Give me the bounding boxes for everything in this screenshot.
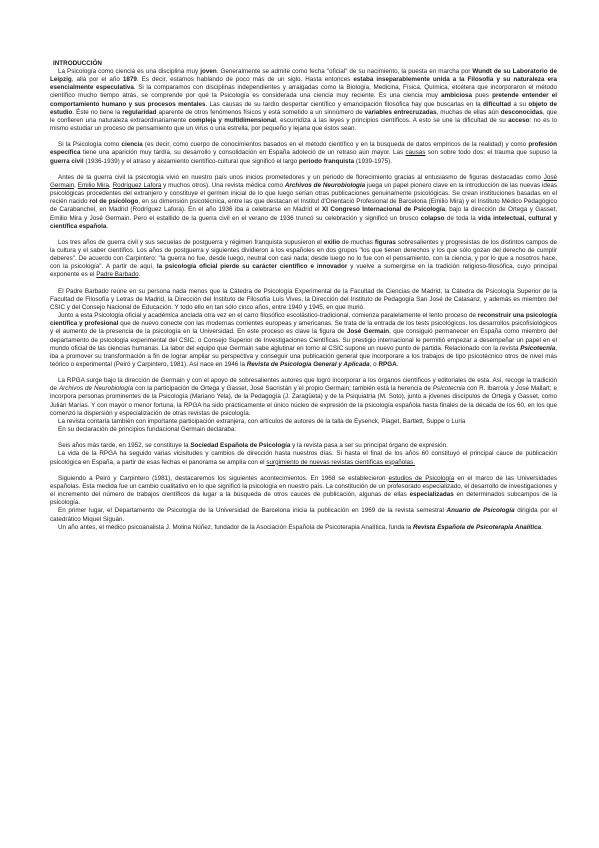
paragraph: Seis años más tarde, en 1952, se constituye la Sociedad Española de Psicología y la revista pasa a ser su principal órgano de expresión. xyxy=(58,442,448,450)
paragraph: Antes de la guerra civil la psicología vivió en nuestro país unos inicios prometedores y un periodo de florecimiento gracias al entusiasmo de figuras destacadas como José Germain, Emilio Mira, Rodríguez Lafora y muchos otros). Una revista médica como Archivos de Neurobiología juega un papel pionero clave en la introducción de las nuevas ideas psicológicas procedentes del extranjero y constituye el germen inicial de lo que luego serían otras publicaciones genuinamente psicológicas. Se crean instituciones basadas en el recién nacido rol de psicólogo, en su dimensión psicotécnica, entre las que destacan el Institut d'Orientació Profesional de Barcelona (Emilio Mira) y el Instituto Médico Pedagógico de Carabanchel, en Madrid (Rodríguez Lafora). En el año 1936 iba a celebrarse en Madrid el XI Congreso Internacional de Psicología, bajo la dirección de Ortega y Gasset, Emilio Mira y José Germain. Pero el estallido de la guerra civil en el verano de 1936 truncó su celebración y significó un brusco colapso de toda la vida intelectual, cultural y científica española. xyxy=(50,173,557,230)
paragraph-spacer xyxy=(50,369,557,377)
paragraph: La RPGA surge bajo la dirección de Germain y con el apoyo de sobresalientes autores que logró incorporar a los órganos científicos y editoriales de esta. Así, recoge la tradición de Archivos de Neurobiología con la participación de Ortega y Gasset, José Sacristán y el propio Germain; también está la herencia de Psicotecnia con R. Ibarrola y José Mallart; e incorpora personas prominentes de la Psicología (Mariano Yela), de la Pedagogía (J. Zaragüeta) y de la Psiquiatría (M. Soto), junto a jóvenes discípulos de Ortega y Gasset, como Julián Marías. Y con mayor o menor fortuna, la RPGA ha sido prácticamente el único núcleo de expresión de la psicología española hasta finales de la década de los 60, en los que comenzó la dispersión y especialización de otras revistas de psicología. xyxy=(50,377,557,417)
paragraph: En su declaración de principios fundacional Germain declaraba: xyxy=(58,426,237,434)
paragraph-spacer xyxy=(50,166,557,174)
paragraph: La Psicología como ciencia es una disciplina muy joven. Generalmente se admite como fecha "oficial" de su nacimiento, la puesta en marcha por Wundt de su Laboratorio de Leipzig, allá por el año 1879. Es decir, estamos hablando de poco más de un siglo. Hasta entonces estaba inseparablemente unida a la Filosofía y su naturaleza era esencialmente especulativa. Si la comparamos con disciplinas independientes y arraigadas como la Biología, Medicina, Física, Química, etcétera que incorporaron el método científico mucho tiempo atrás, se comprende por qué la Psicología es considerada una ciencia muy reciente. Es una ciencia muy ambiciosa pues pretende entender el comportamiento humano y sus procesos mentales. Las causas de su tardío despertar científico y emancipación filosófica hay que buscarlas en la dificultad a su objeto de estudio. Éste no tiene la regularidad aparente de otros fenómenos físicos y está sometido a un sinnúmero de variables entrecruzadas, muchas de ellas aún desconocidas, que le confieren una naturaleza extraordinariamente compleja y multidimensional, escurridiza a las leyes y principios científicos. A esto se une la dificultad de su acceso: no es lo mismo estudiar un proceso de pensamiento que un virus o una estrella, por pequeño y lejana que éstos sean. xyxy=(50,68,558,133)
paragraph-spacer xyxy=(50,467,557,475)
paragraph-spacer xyxy=(50,133,557,141)
paragraph: La revista contaría también con importante participación extranjera, con artículos de autores de la talla de Eysenck, Piaget, Bartlett, Suppe o Luria xyxy=(58,417,466,425)
paragraph: En primer lugar, el Departamento de Psicología de la Universidad de Barcelona inicia la publicación en 1969 de la revista semestral Anuario de Psicología dirigida por el catedrático Miquel Siguán. xyxy=(50,507,557,523)
document-body xyxy=(50,68,557,532)
paragraph-spacer xyxy=(50,231,557,239)
paragraph-spacer xyxy=(50,434,557,442)
paragraph-spacer xyxy=(50,280,557,288)
paragraph: La vida de la RPGA ha seguido varias vicisitudes y cambios de dirección hasta nuestros días. Si hasta el final de los años 60 constituyó el principal cauce de publicación psicológica en España, a partir de esas fechas el panorama se amplía con el surgimiento de nuevas revistas científicas españolas. xyxy=(50,450,557,466)
paragraph: Junto a esta Psicología oficial y académica anclada otra vez en el carro filosófico escolástico-tradicional, comienza paralelamente el lento proceso de reconstruir una psicología científica y profesional que de nuevo conecte con las modernas corrientes europeas y americanas. Se trata de la entrada de los tests psicológicos, los desarrollos psicofisiológicos y el aumento de la presencia de la psicología en la Universidad. En este proceso es clave la figura de José Germain, que consiguió permanecer en España como miembro del departamento de psicología experimental del CSIC, o Consejo Superior de Investigaciones Científicas. Su prestigio internacional le permitió empezar a desempeñar un papel en el mundo oficial de las ciencias humanas. La labor del equipo que Germain sabe aglutinar en torno al CSIC supone un nuevo punto de partida. Relacionado con la revista Psicotecnia, iba a promover su transformación a fin de lograr ampliar su perspectiva y conseguir una publicación general que incorporare a los trabajos de tipo psicotécnico otros de nivel más teórico o experimental (Peiró y Carpintero, 1981). Así nace en 1946 la Revista de Psicología General y Aplicada, o RPGA. xyxy=(50,312,558,368)
paragraph: Siguiendo a Peiró y Carpintero (1981), destacaremos los siguientes acontecimientos. En 1968 se establecieron estudios de Psicología en el marco de las Universidades españolas. Esta medida fue un cambio cualitativo en lo que significó la psicología en nuestro país. La constitución de un profesorado especializado, el desarrollo de investigaciones y el incremento del número de trabajos científicos da lugar a la búsqueda de otros cauces de publicación, algunas de ellas especializadas en determinados subcampos de la psicología. xyxy=(50,474,558,507)
paragraph: Los tres años de guerra civil y sus secuelas de postguerra y régimen franquista supusieron el exilio de muchas figuras sobresalientes y progresistas de los distintos campos de la cultura y el saber científico. Los años de postguerra y siguientes dividieron a los españoles en dos grupos "los que tienen derechos y los que sólo gozan del derecho de cumplir deberes". De acuerdo con Carpintero: "la guerra no fue, desde luego, neutral con casi nada; desde luego no lo fue con el pensamiento, con la ciencia, y por lo que a nosotros hace, con la psicología". A partir de aquí, la psicología oficial pierde su carácter científico e innovador y vuelve a sumergirse en la tradición religioso-filosófica, cuyo principal exponente es el Padre Barbado. xyxy=(50,238,558,279)
paragraph: Si la Psicología como ciencia (es decir, como cuerpo de conocimientos basados en el método científico y en la búsqueda de datos empíricos de la realidad) y como profesión específica tiene una aparición muy tardía, su desarrollo y consolidación en España adoleció de un retraso aún mayor. Las causas son sobre todo dos: el trauma que supuso la guerra civil (1936-1939) y el atraso y aislamiento científico-cultural que significó el largo periodo franquista (1939-1975). xyxy=(50,141,557,165)
document-page xyxy=(50,60,557,532)
paragraph: El Padre Barbado reúne en su persona nada menos que la Cátedra de Psicología Experimental de la Facultad de Ciencias de Madrid, la Cátedra de Psicología Superior de la Facultad de Filosofía y Letras de Madrid, la Dirección del Instituto de Filosofía Luis Vives, la Dirección del Instituto de Pedagogía San José de Calasanz, y además es miembro del CSIC y del Consejo Nacional de Educación. Y todo ello en tan sólo cinco años, entre 1940 y 1945, en que murió. xyxy=(50,287,557,311)
paragraph: Un año antes, el médico psicoanalista J. Molina Núñez, fundador de la Asociación Española de Psicoterapia Analítica, funda la Revista Española de Psicoterapia Analítica. xyxy=(58,523,543,531)
document-title: INTRODUCCIÓN xyxy=(53,60,102,67)
